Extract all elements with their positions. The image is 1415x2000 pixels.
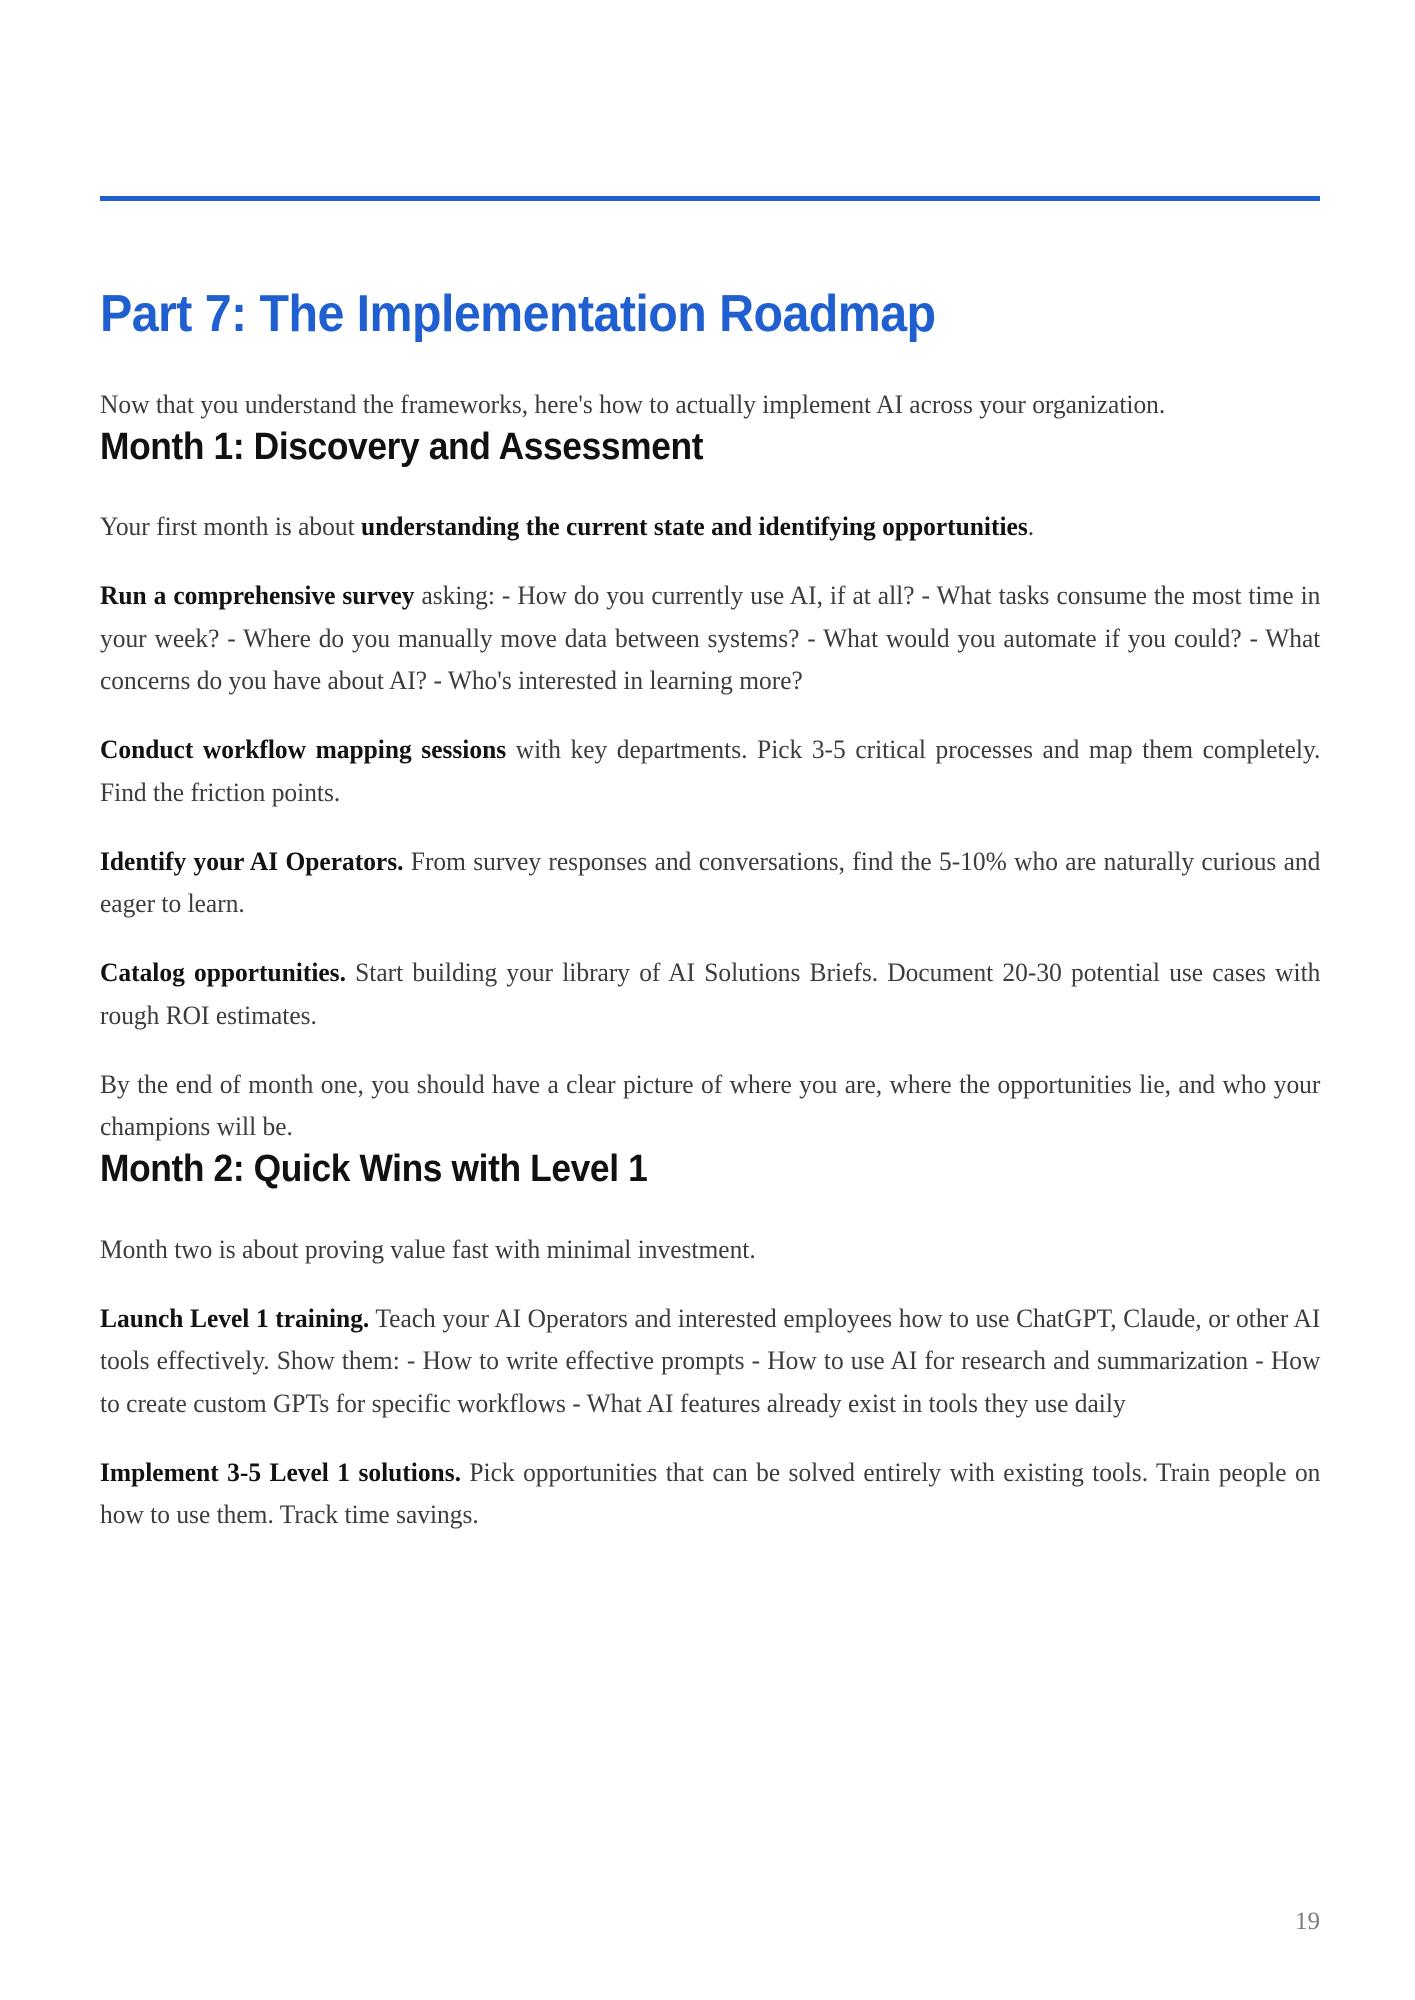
paragraph-workflow-mapping xyxy=(100,728,1320,813)
text-run-bold: Identify your AI Operators. xyxy=(100,845,404,876)
text-run-plain: Teach your AI Operators and interested employees how to use ChatGPT, Claude, or other AI tools effectively. Show them: - How to write effective prompts - How to use AI for research and summarization - How to create custom GPTs for specific workflows - What AI features already exist in tools they use daily xyxy=(100,1302,1321,1418)
text-run-plain: . xyxy=(1027,511,1035,542)
paragraph-month1-summary: By the end of month one, you should have a clear picture of where you are, where the opportunities lie, and who your champions will be. xyxy=(100,1068,1321,1142)
text-run-plain: with key departments. Pick 3-5 critical processes and map them completely. Find the friction points. xyxy=(100,734,1321,807)
paragraph-month2-overview: Month two is about proving value fast with minimal investment. xyxy=(100,1233,756,1264)
text-run-plain: Pick opportunities that can be solved entirely with existing tools. Train people on how to use them. Track time savings. xyxy=(100,1456,1321,1530)
text-run-bold: Conduct workflow mapping sessions xyxy=(100,734,507,765)
paragraph-identify-operators xyxy=(100,840,1320,925)
text-run-bold: Catalog opportunities. xyxy=(100,957,346,988)
text-run-bold: Launch Level 1 training. xyxy=(100,1302,370,1333)
paragraph-month1-overview xyxy=(100,505,1320,548)
text-run-bold: Implement 3-5 Level 1 solutions. xyxy=(100,1456,461,1487)
paragraph-catalog-opportunities xyxy=(100,951,1320,1036)
paragraph-run-survey xyxy=(100,574,1320,702)
paragraph-implement-solutions xyxy=(100,1451,1320,1536)
text-run-plain: From survey responses and conversations, find the 5-10% who are naturally curious and eager to learn. xyxy=(100,845,1321,919)
text-run-bold: Run a comprehensive survey xyxy=(100,580,415,611)
text-run-plain: Start building your library of AI Solutions Briefs. Document 20-30 potential use cases with rough ROI estimates. xyxy=(100,957,1321,1030)
text-run-plain: asking: - How do you currently use AI, if at all? - What tasks consume the most time in your week? - Where do you manually move data between systems? - What would you automate if you could? - What concerns do you have about AI? - Who's interested in learning more? xyxy=(100,580,1321,696)
section-heading-month-1: Month 1: Discovery and Assessment xyxy=(100,425,704,468)
intro-paragraph: Now that you understand the frameworks, here's how to actually implement AI across your organization. xyxy=(100,389,1166,420)
paragraph-launch-training xyxy=(100,1297,1320,1425)
section-heading-month-2: Month 2: Quick Wins with Level 1 xyxy=(100,1147,648,1190)
text-run-plain: Your first month is about xyxy=(100,511,362,542)
page-number: 19 xyxy=(1295,1908,1320,1935)
page-title: Part 7: The Implementation Roadmap xyxy=(100,285,936,343)
page-content xyxy=(100,0,1320,1536)
header-rule xyxy=(100,196,1320,201)
text-run-bold: understanding the current state and identifying opportunities xyxy=(361,511,1028,542)
